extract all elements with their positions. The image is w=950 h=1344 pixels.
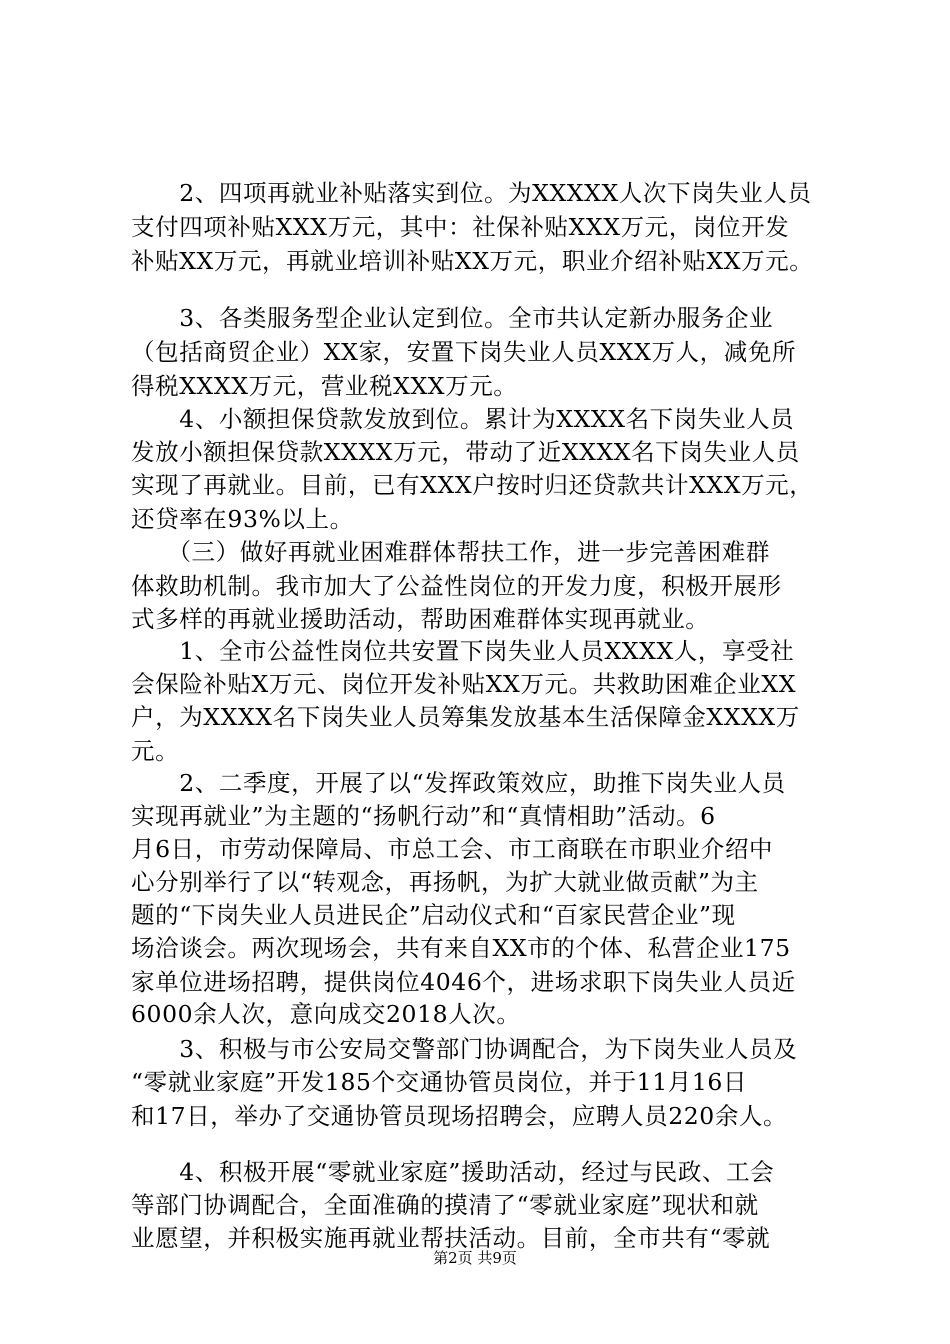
text-line: 题的“下岗失业人员进民企”启动仪式和“百家民营企业”现 — [131, 901, 736, 929]
text-line: 心分别举行了以“转观念，再扬帆，为扩大就业做贡献”为主 — [131, 868, 759, 896]
text-line: “零就业家庭”开发185个交通协管员岗位，并于11月16日 — [131, 1068, 748, 1096]
text-line: 支付四项补贴XXX万元，其中：社保补贴XXX万元，岗位开发 — [131, 213, 790, 241]
text-line: 得税XXXX万元，营业税XXX万元。 — [131, 372, 518, 400]
text-line: 6000余人次，意向成交2018人次。 — [131, 1000, 521, 1028]
text-line: 2、四项再就业补贴落实到位。为XXXXX人次下岗失业人员 — [131, 179, 812, 207]
text-line: 月6日，市劳动保障局、市总工会、市工商联在市职业介绍中 — [131, 835, 774, 863]
text-line: （包括商贸企业）XX家，安置下岗失业人员XXX万人，减免所 — [131, 338, 797, 366]
text-line: 和17日，举办了交通协管员现场招聘会，应聘人员220余人。 — [131, 1102, 788, 1130]
page-footer: 第2页 共9页 — [433, 1249, 517, 1267]
text-line: 会保险补贴X万元、岗位开发补贴XX万元。共救助困难企业XX — [131, 670, 797, 698]
text-line: 1、全市公益性岗位共安置下岗失业人员XXXX人，享受社 — [131, 637, 795, 665]
text-line: 发放小额担保贷款XXXX万元，带动了近XXXX名下岗失业人员 — [131, 438, 800, 466]
text-line: 4、积极开展“零就业家庭”援助活动，经过与民政、工会 — [131, 1158, 775, 1186]
text-line: 2、二季度，开展了以“发挥政策效应，助推下岗失业人员 — [131, 769, 786, 797]
text-line: 体救助机制。我市加大了公益性岗位的开发力度，积极开展形 — [131, 572, 782, 600]
text-line: （三）做好再就业困难群体帮扶工作，进一步完善困难群 — [131, 538, 770, 566]
text-line: 3、各类服务型企业认定到位。全市共认定新办服务企业 — [131, 304, 774, 332]
text-line: 补贴XX万元，再就业培训补贴XX万元，职业介绍补贴XX万元。 — [131, 247, 814, 275]
text-line: 实现再就业”为主题的“扬帆行动”和“真情相助”活动。6 — [131, 802, 716, 830]
text-line: 家单位进场招聘，提供岗位4046个，进场求职下岗失业人员近 — [131, 968, 796, 996]
text-line: 还贷率在93%以上。 — [131, 505, 354, 533]
text-line: 元。 — [131, 737, 180, 765]
text-line: 式多样的再就业援助活动，帮助困难群体实现再就业。 — [131, 605, 710, 633]
text-line: 3、积极与市公安局交警部门协调配合，为下岗失业人员及 — [131, 1035, 798, 1063]
text-line: 实现了再就业。目前，已有XXX户按时归还贷款共计XXX万元， — [131, 471, 814, 499]
text-line: 户，为XXXX名下岗失业人员筹集发放基本生活保障金XXXX万 — [131, 703, 800, 731]
text-line: 4、小额担保贷款发放到位。累计为XXXX名下岗失业人员 — [131, 405, 795, 433]
text-line: 等部门协调配合，全面准确的摸清了“零就业家庭”现状和就 — [131, 1191, 759, 1219]
text-line: 场洽谈会。两次现场会，共有来自XX市的个体、私营企业175 — [131, 934, 791, 962]
text-line: 业愿望，并积极实施再就业帮扶活动。目前，全市共有“零就 — [131, 1224, 771, 1252]
